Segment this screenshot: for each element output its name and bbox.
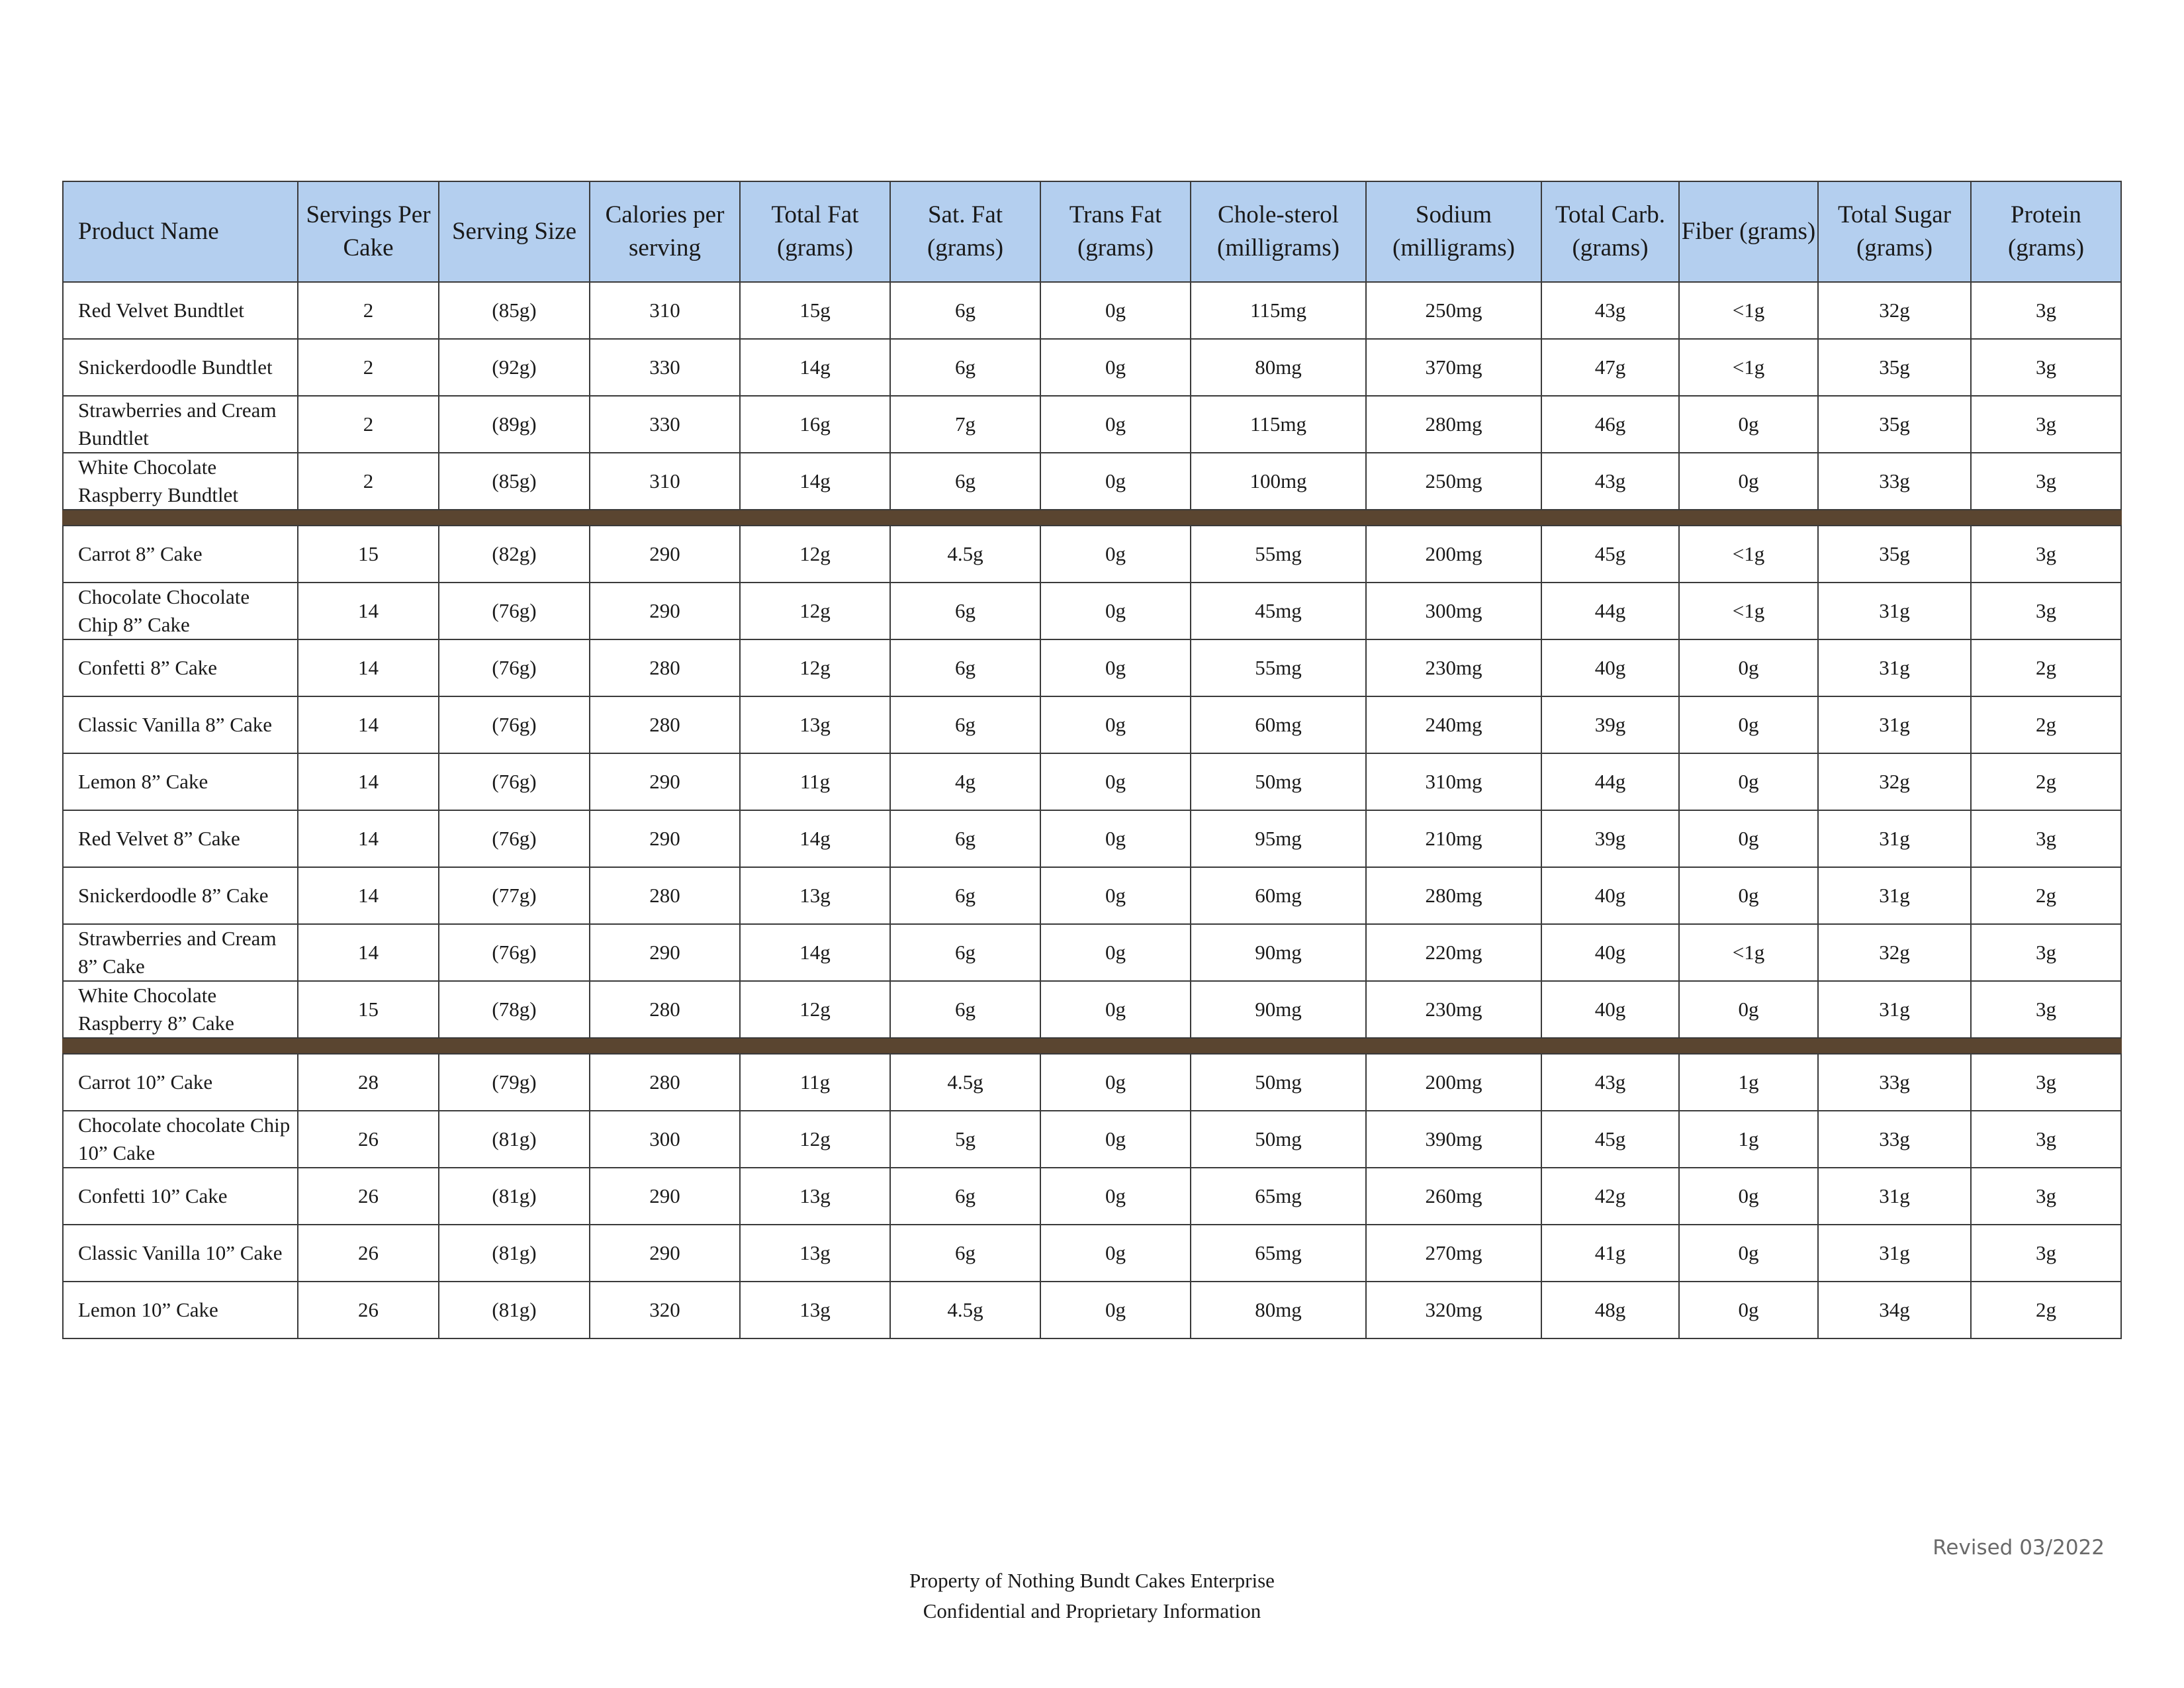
cell-sodium: 260mg (1366, 1168, 1541, 1225)
cell-trans-fat: 0g (1040, 1225, 1191, 1282)
cell-trans-fat: 0g (1040, 282, 1191, 339)
cell-serving-size: (92g) (439, 339, 590, 396)
cell-total-sugar: 31g (1818, 1168, 1971, 1225)
cell-total-carb: 44g (1541, 753, 1679, 810)
cell-serving-size: (76g) (439, 639, 590, 696)
cell-total-fat: 12g (740, 526, 890, 583)
cell-sat-fat: 4.5g (890, 1282, 1040, 1338)
cell-sat-fat: 4.5g (890, 526, 1040, 583)
cell-sodium: 220mg (1366, 924, 1541, 981)
cell-total-sugar: 31g (1818, 583, 1971, 639)
cell-cholesterol: 50mg (1191, 1054, 1366, 1111)
cell-calories: 310 (590, 453, 740, 510)
cell-total-fat: 12g (740, 583, 890, 639)
cell-total-carb: 43g (1541, 282, 1679, 339)
table-row (63, 339, 2121, 396)
cell-trans-fat: 0g (1040, 583, 1191, 639)
cell-sat-fat: 6g (890, 453, 1040, 510)
table-row (63, 639, 2121, 696)
cell-trans-fat: 0g (1040, 1282, 1191, 1338)
cell-cholesterol: 50mg (1191, 753, 1366, 810)
table-row (63, 526, 2121, 583)
cell-protein: 3g (1971, 810, 2121, 867)
cell-calories: 290 (590, 1225, 740, 1282)
revision-date: Revised 03/2022 (1933, 1536, 2105, 1560)
cell-total-carb: 43g (1541, 453, 1679, 510)
cell-serving-size: (76g) (439, 924, 590, 981)
cell-calories: 290 (590, 1168, 740, 1225)
cell-sat-fat: 7g (890, 396, 1040, 453)
cell-fiber: 0g (1679, 753, 1818, 810)
cell-sat-fat: 6g (890, 810, 1040, 867)
cell-sodium: 210mg (1366, 810, 1541, 867)
cell-total-carb: 40g (1541, 867, 1679, 924)
cell-sat-fat: 6g (890, 639, 1040, 696)
footer-line-confidential: Confidential and Proprietary Information (923, 1599, 1261, 1622)
cell-total-sugar: 31g (1818, 696, 1971, 753)
cell-total-sugar: 33g (1818, 1111, 1971, 1168)
cell-fiber: 0g (1679, 1282, 1818, 1338)
cell-total-carb: 39g (1541, 810, 1679, 867)
cell-trans-fat: 0g (1040, 924, 1191, 981)
header-product-name: Product Name (63, 181, 298, 282)
cell-cholesterol: 50mg (1191, 1111, 1366, 1168)
cell-trans-fat: 0g (1040, 867, 1191, 924)
cell-servings-per-cake: 2 (298, 453, 439, 510)
cell-total-sugar: 32g (1818, 924, 1971, 981)
cell-trans-fat: 0g (1040, 396, 1191, 453)
cell-product-name: White Chocolate Raspberry Bundtlet (63, 453, 298, 510)
cell-total-sugar: 33g (1818, 453, 1971, 510)
cell-cholesterol: 115mg (1191, 396, 1366, 453)
cell-fiber: 0g (1679, 1225, 1818, 1282)
cell-product-name: Snickerdoodle 8” Cake (63, 867, 298, 924)
cell-protein: 3g (1971, 526, 2121, 583)
cell-sat-fat: 6g (890, 1168, 1040, 1225)
cell-sodium: 370mg (1366, 339, 1541, 396)
cell-sat-fat: 6g (890, 981, 1040, 1038)
cell-fiber: 0g (1679, 639, 1818, 696)
cell-trans-fat: 0g (1040, 1054, 1191, 1111)
table-row (63, 810, 2121, 867)
cell-trans-fat: 0g (1040, 453, 1191, 510)
cell-cholesterol: 95mg (1191, 810, 1366, 867)
cell-protein: 2g (1971, 639, 2121, 696)
cell-total-fat: 14g (740, 810, 890, 867)
cell-servings-per-cake: 14 (298, 867, 439, 924)
cell-fiber: <1g (1679, 282, 1818, 339)
cell-total-fat: 11g (740, 1054, 890, 1111)
cell-serving-size: (79g) (439, 1054, 590, 1111)
cell-serving-size: (76g) (439, 753, 590, 810)
cell-protein: 3g (1971, 396, 2121, 453)
cell-product-name: Confetti 8” Cake (63, 639, 298, 696)
cell-calories: 290 (590, 810, 740, 867)
cell-servings-per-cake: 14 (298, 810, 439, 867)
cell-total-fat: 13g (740, 696, 890, 753)
cell-sat-fat: 5g (890, 1111, 1040, 1168)
header-protein: Protein (grams) (1971, 181, 2121, 282)
cell-trans-fat: 0g (1040, 339, 1191, 396)
table-row (63, 282, 2121, 339)
cell-sodium: 300mg (1366, 583, 1541, 639)
cell-servings-per-cake: 14 (298, 639, 439, 696)
cell-product-name: Strawberries and Cream 8” Cake (63, 924, 298, 981)
cell-calories: 300 (590, 1111, 740, 1168)
cell-fiber: <1g (1679, 526, 1818, 583)
header-total-carb: Total Carb. (grams) (1541, 181, 1679, 282)
cell-sat-fat: 6g (890, 1225, 1040, 1282)
cell-protein: 2g (1971, 1282, 2121, 1338)
cell-sodium: 280mg (1366, 867, 1541, 924)
cell-fiber: 0g (1679, 453, 1818, 510)
cell-sodium: 200mg (1366, 1054, 1541, 1111)
cell-total-fat: 13g (740, 1168, 890, 1225)
cell-servings-per-cake: 15 (298, 981, 439, 1038)
table-row (63, 583, 2121, 639)
table-row (63, 396, 2121, 453)
cell-total-fat: 12g (740, 639, 890, 696)
cell-servings-per-cake: 2 (298, 282, 439, 339)
cell-fiber: 0g (1679, 1168, 1818, 1225)
cell-sat-fat: 4g (890, 753, 1040, 810)
cell-cholesterol: 80mg (1191, 1282, 1366, 1338)
table-row (63, 924, 2121, 981)
cell-protein: 3g (1971, 583, 2121, 639)
cell-total-carb: 43g (1541, 1054, 1679, 1111)
table-row (63, 1168, 2121, 1225)
cell-trans-fat: 0g (1040, 696, 1191, 753)
cell-sodium: 250mg (1366, 453, 1541, 510)
cell-total-carb: 48g (1541, 1282, 1679, 1338)
cell-total-fat: 13g (740, 1225, 890, 1282)
cell-total-carb: 47g (1541, 339, 1679, 396)
nutrition-table (62, 181, 2122, 1339)
cell-total-fat: 14g (740, 453, 890, 510)
header-total-sugar: Total Sugar (grams) (1818, 181, 1971, 282)
cell-cholesterol: 90mg (1191, 924, 1366, 981)
cell-total-sugar: 35g (1818, 339, 1971, 396)
cell-protein: 3g (1971, 1168, 2121, 1225)
cell-calories: 310 (590, 282, 740, 339)
group-separator (63, 510, 2121, 526)
cell-sodium: 250mg (1366, 282, 1541, 339)
cell-serving-size: (76g) (439, 583, 590, 639)
cell-serving-size: (76g) (439, 810, 590, 867)
cell-protein: 2g (1971, 867, 2121, 924)
cell-fiber: 0g (1679, 810, 1818, 867)
cell-product-name: Classic Vanilla 10” Cake (63, 1225, 298, 1282)
cell-total-sugar: 31g (1818, 639, 1971, 696)
cell-cholesterol: 55mg (1191, 526, 1366, 583)
cell-calories: 280 (590, 696, 740, 753)
cell-servings-per-cake: 26 (298, 1225, 439, 1282)
cell-product-name: Carrot 8” Cake (63, 526, 298, 583)
cell-servings-per-cake: 26 (298, 1168, 439, 1225)
cell-calories: 290 (590, 583, 740, 639)
cell-cholesterol: 60mg (1191, 696, 1366, 753)
cell-total-carb: 45g (1541, 526, 1679, 583)
cell-total-sugar: 31g (1818, 867, 1971, 924)
cell-total-carb: 42g (1541, 1168, 1679, 1225)
cell-sodium: 230mg (1366, 981, 1541, 1038)
header-cholesterol: Chole-sterol (milligrams) (1191, 181, 1366, 282)
cell-total-fat: 14g (740, 924, 890, 981)
cell-trans-fat: 0g (1040, 526, 1191, 583)
cell-protein: 3g (1971, 282, 2121, 339)
cell-total-carb: 45g (1541, 1111, 1679, 1168)
cell-cholesterol: 65mg (1191, 1225, 1366, 1282)
cell-sat-fat: 6g (890, 867, 1040, 924)
cell-protein: 2g (1971, 696, 2121, 753)
cell-total-carb: 40g (1541, 924, 1679, 981)
cell-total-carb: 39g (1541, 696, 1679, 753)
cell-cholesterol: 80mg (1191, 339, 1366, 396)
cell-calories: 290 (590, 924, 740, 981)
cell-cholesterol: 90mg (1191, 981, 1366, 1038)
cell-total-fat: 16g (740, 396, 890, 453)
cell-trans-fat: 0g (1040, 753, 1191, 810)
header-total-fat: Total Fat (grams) (740, 181, 890, 282)
cell-total-fat: 14g (740, 339, 890, 396)
table-header (63, 181, 2121, 282)
cell-sodium: 320mg (1366, 1282, 1541, 1338)
cell-serving-size: (81g) (439, 1225, 590, 1282)
cell-servings-per-cake: 14 (298, 583, 439, 639)
cell-trans-fat: 0g (1040, 1111, 1191, 1168)
cell-protein: 3g (1971, 981, 2121, 1038)
cell-product-name: Red Velvet 8” Cake (63, 810, 298, 867)
cell-total-fat: 11g (740, 753, 890, 810)
cell-total-fat: 15g (740, 282, 890, 339)
cell-total-sugar: 35g (1818, 526, 1971, 583)
cell-product-name: Chocolate Chocolate Chip 8” Cake (63, 583, 298, 639)
cell-total-carb: 40g (1541, 639, 1679, 696)
cell-fiber: 1g (1679, 1054, 1818, 1111)
cell-sat-fat: 6g (890, 924, 1040, 981)
cell-total-fat: 12g (740, 981, 890, 1038)
cell-cholesterol: 55mg (1191, 639, 1366, 696)
cell-product-name: Chocolate chocolate Chip 10” Cake (63, 1111, 298, 1168)
cell-product-name: Confetti 10” Cake (63, 1168, 298, 1225)
cell-trans-fat: 0g (1040, 639, 1191, 696)
cell-serving-size: (81g) (439, 1282, 590, 1338)
cell-serving-size: (77g) (439, 867, 590, 924)
cell-sat-fat: 6g (890, 282, 1040, 339)
cell-total-sugar: 31g (1818, 1225, 1971, 1282)
cell-sodium: 310mg (1366, 753, 1541, 810)
cell-calories: 290 (590, 753, 740, 810)
cell-trans-fat: 0g (1040, 1168, 1191, 1225)
cell-serving-size: (81g) (439, 1111, 590, 1168)
header-sodium: Sodium (milligrams) (1366, 181, 1541, 282)
table-row (63, 867, 2121, 924)
cell-servings-per-cake: 28 (298, 1054, 439, 1111)
cell-fiber: <1g (1679, 924, 1818, 981)
table-row (63, 1054, 2121, 1111)
cell-protein: 3g (1971, 1111, 2121, 1168)
separator-bar (63, 510, 2121, 526)
cell-calories: 280 (590, 981, 740, 1038)
cell-sodium: 200mg (1366, 526, 1541, 583)
cell-sodium: 270mg (1366, 1225, 1541, 1282)
cell-protein: 3g (1971, 1225, 2121, 1282)
cell-serving-size: (82g) (439, 526, 590, 583)
cell-product-name: Carrot 10” Cake (63, 1054, 298, 1111)
cell-serving-size: (78g) (439, 981, 590, 1038)
cell-calories: 290 (590, 526, 740, 583)
cell-total-carb: 40g (1541, 981, 1679, 1038)
cell-servings-per-cake: 2 (298, 339, 439, 396)
cell-fiber: 0g (1679, 867, 1818, 924)
cell-cholesterol: 100mg (1191, 453, 1366, 510)
header-servings-per-cake: Servings Per Cake (298, 181, 439, 282)
cell-calories: 320 (590, 1282, 740, 1338)
cell-servings-per-cake: 14 (298, 924, 439, 981)
cell-sat-fat: 6g (890, 583, 1040, 639)
cell-cholesterol: 115mg (1191, 282, 1366, 339)
cell-serving-size: (81g) (439, 1168, 590, 1225)
cell-sat-fat: 4.5g (890, 1054, 1040, 1111)
header-row (63, 181, 2121, 282)
table-row (63, 753, 2121, 810)
table-body (63, 282, 2121, 1338)
cell-fiber: 0g (1679, 981, 1818, 1038)
table-row (63, 1225, 2121, 1282)
cell-total-sugar: 32g (1818, 753, 1971, 810)
cell-protein: 3g (1971, 339, 2121, 396)
cell-servings-per-cake: 26 (298, 1282, 439, 1338)
cell-serving-size: (85g) (439, 282, 590, 339)
cell-cholesterol: 60mg (1191, 867, 1366, 924)
table-row (63, 981, 2121, 1038)
cell-calories: 280 (590, 867, 740, 924)
cell-product-name: Red Velvet Bundtlet (63, 282, 298, 339)
header-fiber: Fiber (grams) (1679, 181, 1818, 282)
cell-total-carb: 44g (1541, 583, 1679, 639)
table-row (63, 696, 2121, 753)
cell-total-sugar: 31g (1818, 810, 1971, 867)
cell-sodium: 230mg (1366, 639, 1541, 696)
cell-total-sugar: 33g (1818, 1054, 1971, 1111)
cell-calories: 330 (590, 339, 740, 396)
cell-serving-size: (76g) (439, 696, 590, 753)
cell-calories: 330 (590, 396, 740, 453)
cell-total-sugar: 31g (1818, 981, 1971, 1038)
cell-protein: 2g (1971, 753, 2121, 810)
cell-total-carb: 46g (1541, 396, 1679, 453)
cell-serving-size: (85g) (439, 453, 590, 510)
cell-product-name: Strawberries and Cream Bundtlet (63, 396, 298, 453)
cell-total-sugar: 32g (1818, 282, 1971, 339)
cell-sodium: 240mg (1366, 696, 1541, 753)
cell-protein: 3g (1971, 453, 2121, 510)
cell-servings-per-cake: 14 (298, 753, 439, 810)
cell-calories: 280 (590, 639, 740, 696)
cell-serving-size: (89g) (439, 396, 590, 453)
table-row (63, 1111, 2121, 1168)
header-serving-size: Serving Size (439, 181, 590, 282)
cell-total-fat: 13g (740, 1282, 890, 1338)
cell-protein: 3g (1971, 924, 2121, 981)
cell-total-sugar: 35g (1818, 396, 1971, 453)
cell-cholesterol: 45mg (1191, 583, 1366, 639)
cell-fiber: 1g (1679, 1111, 1818, 1168)
cell-sodium: 390mg (1366, 1111, 1541, 1168)
cell-servings-per-cake: 26 (298, 1111, 439, 1168)
cell-servings-per-cake: 14 (298, 696, 439, 753)
footer-line-property: Property of Nothing Bundt Cakes Enterprise (909, 1569, 1275, 1592)
cell-total-fat: 12g (740, 1111, 890, 1168)
cell-servings-per-cake: 15 (298, 526, 439, 583)
header-trans-fat: Trans Fat (grams) (1040, 181, 1191, 282)
cell-servings-per-cake: 2 (298, 396, 439, 453)
cell-fiber: <1g (1679, 339, 1818, 396)
cell-total-sugar: 34g (1818, 1282, 1971, 1338)
cell-product-name: Snickerdoodle Bundtlet (63, 339, 298, 396)
cell-sat-fat: 6g (890, 339, 1040, 396)
cell-fiber: 0g (1679, 696, 1818, 753)
separator-bar (63, 1038, 2121, 1054)
table-row (63, 1282, 2121, 1338)
cell-fiber: <1g (1679, 583, 1818, 639)
cell-total-fat: 13g (740, 867, 890, 924)
cell-sodium: 280mg (1366, 396, 1541, 453)
footer (0, 1566, 2184, 1626)
cell-trans-fat: 0g (1040, 810, 1191, 867)
cell-protein: 3g (1971, 1054, 2121, 1111)
cell-total-carb: 41g (1541, 1225, 1679, 1282)
group-separator (63, 1038, 2121, 1054)
cell-trans-fat: 0g (1040, 981, 1191, 1038)
table-row (63, 453, 2121, 510)
cell-product-name: White Chocolate Raspberry 8” Cake (63, 981, 298, 1038)
cell-product-name: Classic Vanilla 8” Cake (63, 696, 298, 753)
cell-product-name: Lemon 10” Cake (63, 1282, 298, 1338)
header-calories: Calories per serving (590, 181, 740, 282)
cell-cholesterol: 65mg (1191, 1168, 1366, 1225)
cell-calories: 280 (590, 1054, 740, 1111)
cell-sat-fat: 6g (890, 696, 1040, 753)
header-sat-fat: Sat. Fat (grams) (890, 181, 1040, 282)
cell-product-name: Lemon 8” Cake (63, 753, 298, 810)
cell-fiber: 0g (1679, 396, 1818, 453)
